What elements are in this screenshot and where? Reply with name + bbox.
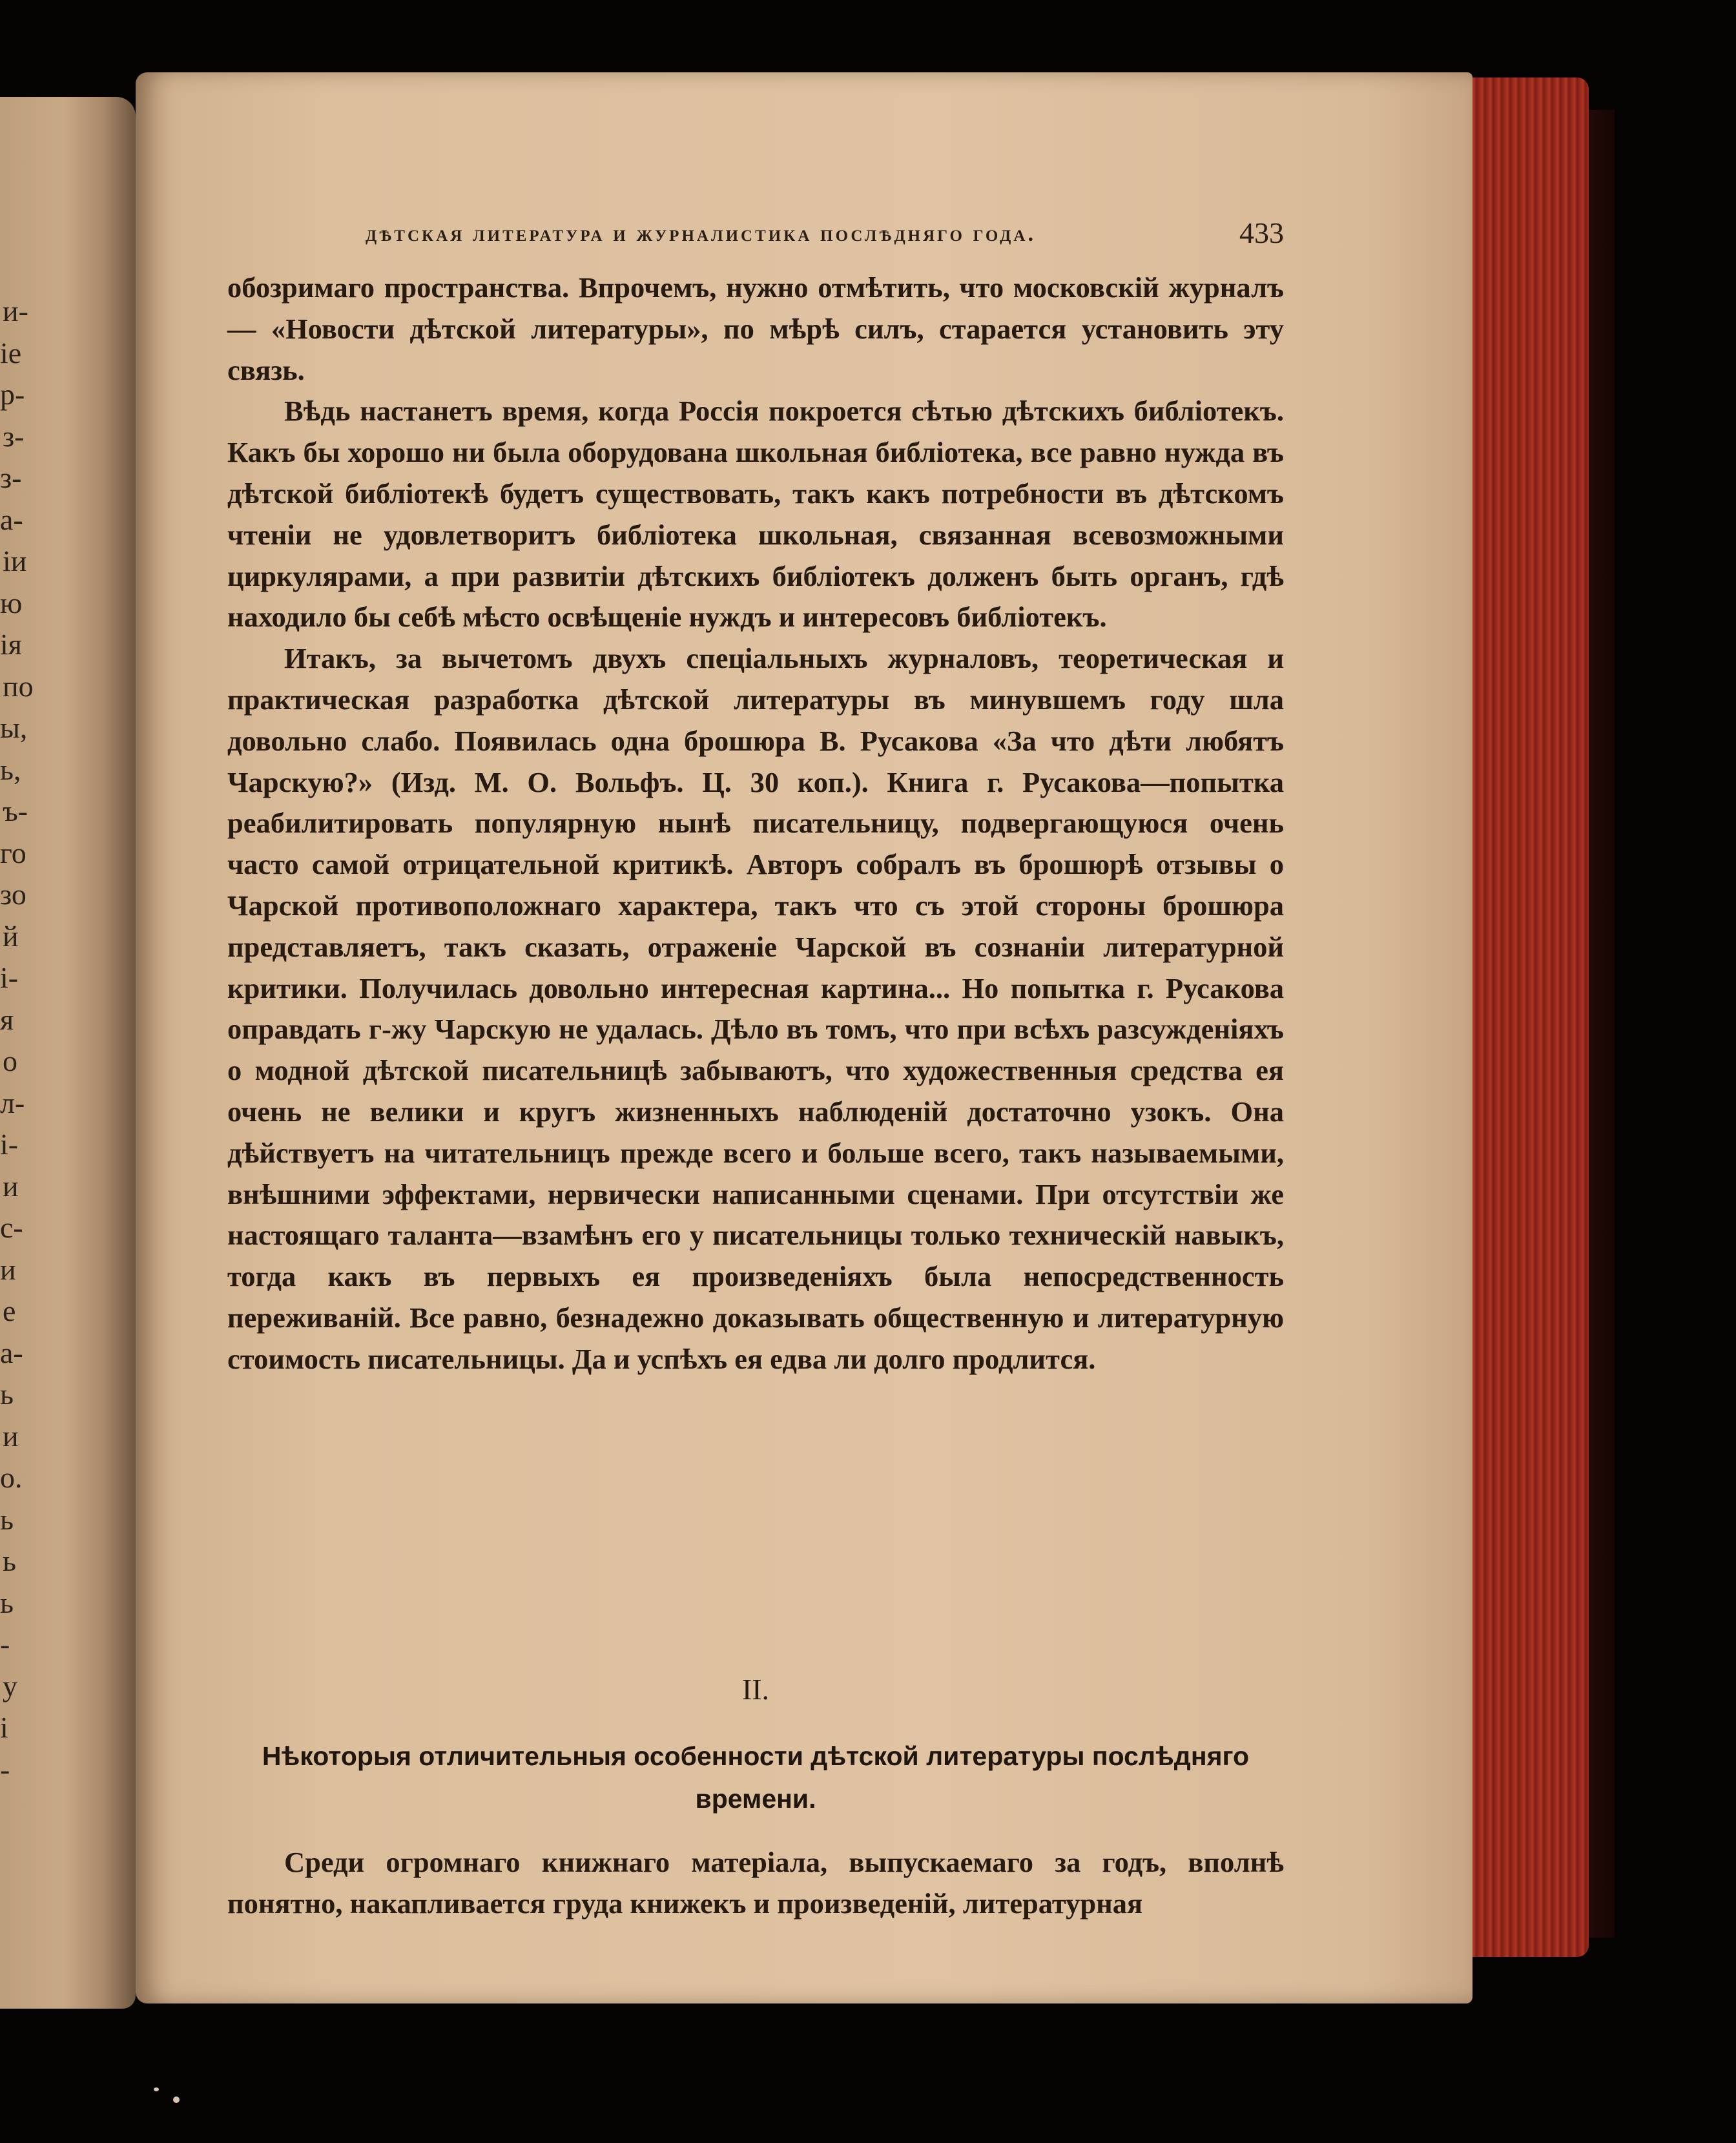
left-page-fragment: ь [0,1502,14,1536]
running-head [227,216,1284,254]
paragraph: Вѣдь настанетъ время, когда Россія покроется сѣтью дѣтскихъ библіотекъ. Какъ бы хорошо ни была оборудована школьная библіотека, все равно нужда въ дѣтской библіотекѣ будетъ существовать, такъ какъ потребности въ дѣтскомъ чтеніи не удовлетворитъ библіотека школьная, связанная всевозможными циркулярами, а при развитіи дѣтскихъ библіотекъ долженъ быть органъ, гдѣ находило бы себѣ мѣсто освѣщеніе нуждъ и интересовъ библіотекъ. [227,395,1284,634]
left-page-fragment: л- [0,1086,25,1119]
left-facing-page [0,97,136,2009]
running-title: дѣтская литература и журналистика послѣдняго года. [366,221,1037,246]
left-page-fragment: й [3,919,19,953]
body-text [227,267,1284,1380]
left-page-fragment: - [0,1628,10,1661]
dust-speck [173,2096,180,2103]
left-page-fragment: го [0,836,26,869]
left-page-fragment: ъ- [3,794,28,827]
left-page-fragment: ь [0,1378,14,1411]
dust-speck [154,2087,159,2091]
left-page-fragment: у [3,1669,17,1703]
left-page-fragment: іе [0,336,22,369]
page-number: 433 [1239,216,1284,249]
left-page-fragment: а- [0,1336,23,1369]
section-number: II. [741,1673,770,1706]
paragraph: Среди огромнаго книжнаго матеріала, выпускаемаго за годъ, вполнѣ понятно, накапливается груда книжекъ и произведеній, литературная [227,1846,1284,1920]
left-page-fragment: і- [0,1128,19,1161]
left-page-fragment: і- [0,961,19,994]
left-page-fragment: по [3,669,34,703]
left-page-fragment: іи [3,544,27,577]
page-edges [1460,78,1589,1957]
left-page-fragment: с- [0,1211,23,1244]
left-page-fragment: ы, [0,711,28,744]
left-page-fragment: з- [0,461,22,494]
left-page-fragment: е [3,1294,16,1327]
left-page-edge-text [0,97,136,2009]
left-page-fragment: р- [0,378,25,411]
left-page-fragment: я [0,1002,14,1036]
left-page-fragment: и [0,1252,16,1286]
left-page-fragment: ь, [0,752,21,786]
left-page-fragment: и [3,1169,19,1203]
left-page-fragment: о. [0,1461,23,1494]
left-page-fragment: и [3,1419,19,1453]
section-title: Нѣкоторыя отличительныя особенности дѣтской литературы послѣдняго времени. [262,1741,1250,1814]
left-page-fragment: і [0,1711,8,1744]
left-page-fragment: а- [0,502,23,536]
left-page-fragment: ю [0,586,23,619]
left-page-fragment: ія [0,628,22,661]
left-page-fragment: о [3,1044,17,1077]
left-page-fragment: з- [3,419,25,453]
paragraph: Итакъ, за вычетомъ двухъ спеціальныхъ журналовъ, теоретическая и практическая разработка дѣтской литературы въ минувшемъ году шла довольно слабо. Появилась одна брошюра В. Русакова «За что дѣти любятъ Чарскую?» (Изд. М. О. Вольфъ. Ц. 30 коп.). Книга г. Русакова—попытка реабилитировать популярную нынѣ писательницу, подвергающуюся очень часто самой отрицательной критикѣ. Авторъ собралъ въ брошюрѣ отзывы о Чарской противоположнаго характера, такъ что съ этой стороны брошюра представляетъ, такъ сказать, отраженіе Чарской въ сознаніи литературной критики. Получилась довольно интересная картина... Но попытка г. Русакова оправдать г-жу Чарскую не удалась. Дѣло въ томъ, что при всѣхъ разсужденіяхъ о модной дѣтской писательницѣ забываютъ, что художественныя средства ея очень не велики и кругъ жизненныхъ наблюденій достаточно узокъ. Она дѣйствуетъ на читательницъ прежде всего и больше всего, такъ называемыми, внѣшними эффектами, нервически написанными сценами. При отсутствіи же настоящаго таланта—взамѣнъ его у писательницы только техническій навыкъ, тогда какъ въ первыхъ ея произведеніяхъ была непосредственность переживаній. Все равно, безнадежно доказывать общественную и литературную стоимость писательницы. Да и успѣхъ ея едва ли долго продлится. [227,642,1284,1375]
book-page [136,72,1472,2003]
left-page-fragment: ь [0,1586,14,1619]
left-page-fragment: зо [0,878,26,911]
left-page-fragment: - [0,1752,10,1786]
paragraph: обозримаго пространства. Впрочемъ, нужно отмѣтить, что московскій журналъ — «Новости дѣтской литературы», по мѣрѣ силъ, старается установить эту связь. [227,271,1284,386]
section-body [227,1842,1284,1925]
left-page-fragment: ь [3,1544,16,1577]
left-page-fragment: и- [3,295,28,327]
